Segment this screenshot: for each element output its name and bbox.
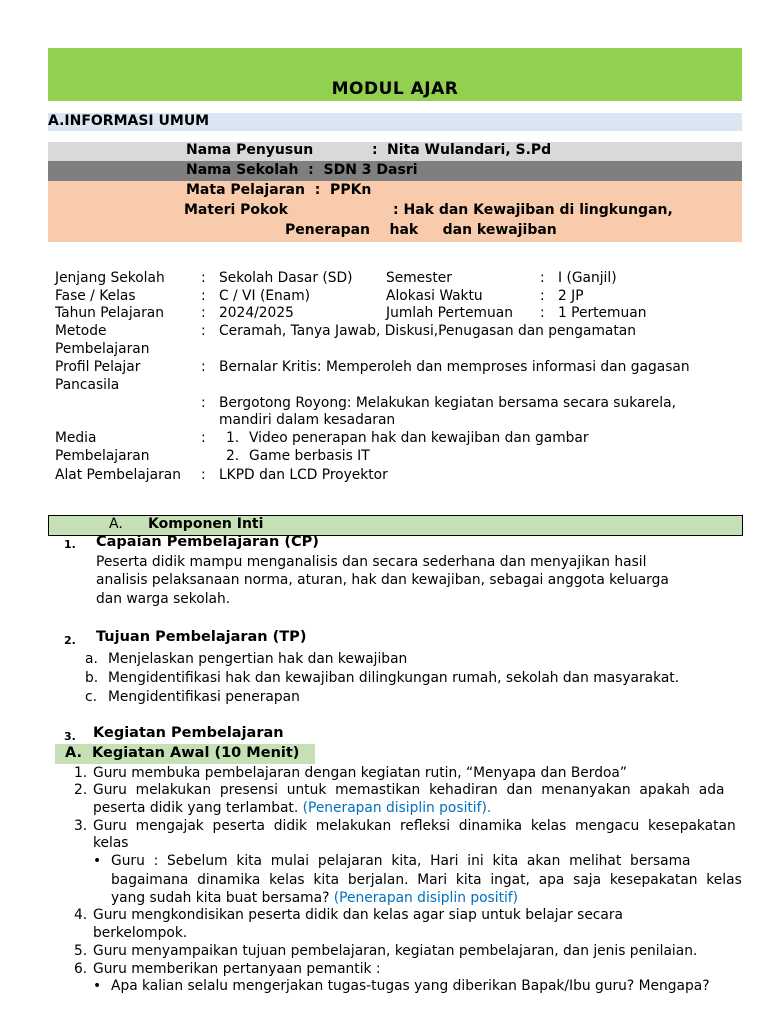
page-title: MODUL AJAR xyxy=(331,79,459,99)
profil-label-2: Pancasila xyxy=(55,377,120,393)
tp-item: Mengidentifikasi penerapan xyxy=(108,689,300,705)
materi-value: : Hak dan Kewajiban di lingkungan, xyxy=(393,202,673,218)
title-band xyxy=(48,48,742,101)
semester-value: I (Ganjil) xyxy=(558,270,617,286)
tp-item: Menjelaskan pengertian hak dan kewajiban xyxy=(108,651,408,667)
fase-value: C / VI (Enam) xyxy=(219,288,311,304)
jumlah-label: Jumlah Pertemuan xyxy=(386,305,513,321)
colon: : xyxy=(201,395,206,411)
media-item: Video penerapan hak dan kewajiban dan gambar xyxy=(249,430,589,446)
colon: : xyxy=(201,430,206,446)
media-label: Media xyxy=(55,430,97,446)
colon: : xyxy=(540,305,545,321)
profil-value-1: Bernalar Kritis: Memperoleh dan memproses informasi dan gagasan xyxy=(219,359,690,375)
komponen-inti-bar xyxy=(48,515,743,536)
kegiatan-awal-letter: A. xyxy=(65,745,82,761)
media-item-num: 1. xyxy=(226,430,240,446)
tp-item-mark: a. xyxy=(85,651,98,667)
profil-value-2a: Bergotong Royong: Melakukan kegiatan bersama secara sukarela, xyxy=(219,395,676,411)
cp-heading: Capaian Pembelajaran (CP) xyxy=(96,534,319,550)
step-number: 6. xyxy=(74,961,88,977)
kegiatan-number: 3. xyxy=(64,730,76,743)
colon: : xyxy=(201,288,206,304)
kegiatan-heading: Kegiatan Pembelajaran xyxy=(93,725,284,741)
metode-value: Ceramah, Tanya Jawab, Diskusi,Penugasan dan pengamatan xyxy=(219,323,636,339)
row-nama-sekolah xyxy=(48,161,742,181)
step-text: Guru melakukan presensi untuk memastikan kehadiran dan menanyakan apakah ada xyxy=(93,782,725,798)
jenjang-value: Sekolah Dasar (SD) xyxy=(219,270,353,286)
colon: : xyxy=(201,305,206,321)
materi-line2: Penerapan hak dan kewajiban xyxy=(285,222,557,238)
step-number: 4. xyxy=(74,907,88,923)
disiplin-note: (Penerapan disiplin positif). xyxy=(302,800,492,816)
colon: : xyxy=(201,467,206,483)
tahun-value: 2024/2025 xyxy=(219,305,294,321)
row-nama-penyusun xyxy=(48,142,742,161)
tahun-label: Tahun Pelajaran xyxy=(55,305,164,321)
colon: : xyxy=(201,270,206,286)
cp-text: dan warga sekolah. xyxy=(96,591,231,607)
cp-text: Peserta didik mampu menganalisis dan secara sederhana dan menyajikan hasil xyxy=(96,554,647,570)
fase-label: Fase / Kelas xyxy=(55,288,136,304)
step-text: Guru menyampaikan tujuan pembelajaran, kegiatan pembelajaran, dan jenis penilaian. xyxy=(93,943,698,959)
komponen-title: Komponen Inti xyxy=(148,516,264,532)
tp-number: 2. xyxy=(64,634,76,647)
metode-label: Metode xyxy=(55,323,107,339)
step-number: 3. xyxy=(74,818,88,834)
profil-value-2b: mandiri dalam kesadaran xyxy=(219,412,396,428)
bullet-icon: • xyxy=(93,978,102,994)
tp-item-mark: c. xyxy=(85,689,97,705)
step-text: Guru mengkondisikan peserta didik dan kelas agar siap untuk belajar secara xyxy=(93,907,623,923)
bullet-text xyxy=(111,890,518,906)
row-mapel-materi xyxy=(48,181,742,242)
tp-item: Mengidentifikasi hak dan kewajiban dilingkungan rumah, sekolah dan masyarakat. xyxy=(108,670,680,686)
step-text: kelas xyxy=(93,835,129,851)
semester-label: Semester xyxy=(386,270,452,286)
step-text: Guru memberikan pertanyaan pemantik : xyxy=(93,961,381,977)
kegiatan-awal-heading: Kegiatan Awal (10 Menit) xyxy=(92,745,300,761)
nama-sekolah-line: Nama Sekolah : SDN 3 Dasri xyxy=(186,162,418,178)
step-number: 1. xyxy=(74,765,88,781)
jumlah-value: 1 Pertemuan xyxy=(558,305,647,321)
step-text-part: peserta didik yang terlambat. xyxy=(93,800,299,816)
media-item-num: 2. xyxy=(226,448,240,464)
komponen-letter: A. xyxy=(109,516,123,532)
step-text: Guru membuka pembelajaran dengan kegiatan rutin, “Menyapa dan Berdoa” xyxy=(93,765,628,781)
step-text: Guru mengajak peserta didik melakukan refleksi dinamika kelas mengacu kesepakatan xyxy=(93,818,736,834)
media-item: Game berbasis IT xyxy=(249,448,370,464)
step-text xyxy=(93,800,491,816)
bullet-text-part: yang sudah kita buat bersama? xyxy=(111,890,330,906)
step-number: 5. xyxy=(74,943,88,959)
metode-label-2: Pembelajaran xyxy=(55,341,150,357)
profil-label: Profil Pelajar xyxy=(55,359,141,375)
cp-number: 1. xyxy=(64,538,76,551)
media-label-2: Pembelajaran xyxy=(55,448,150,464)
nama-penyusun-sep: : xyxy=(372,142,378,158)
nama-penyusun-label: Nama Penyusun xyxy=(186,142,314,158)
alat-value: LKPD dan LCD Proyektor xyxy=(219,467,388,483)
jenjang-label: Jenjang Sekolah xyxy=(55,270,165,286)
materi-label: Materi Pokok xyxy=(184,202,288,218)
bullet-text: Guru : Sebelum kita mulai pelajaran kita, Hari ini kita akan melihat bersama xyxy=(111,853,691,869)
colon: : xyxy=(540,288,545,304)
cp-text: analisis pelaksanaan norma, aturan, hak dan kewajiban, sebagai anggota keluarga xyxy=(96,572,669,588)
alokasi-label: Alokasi Waktu xyxy=(386,288,483,304)
bullet-text: Apa kalian selalu mengerjakan tugas-tugas yang diberikan Bapak/Ibu guru? Mengapa? xyxy=(111,978,710,994)
colon: : xyxy=(201,323,206,339)
mapel-line: Mata Pelajaran : PPKn xyxy=(186,182,372,198)
section-heading: A.INFORMASI UMUM xyxy=(48,113,210,129)
alokasi-value: 2 JP xyxy=(558,288,584,304)
section-informasi-umum xyxy=(48,113,742,131)
colon: : xyxy=(201,359,206,375)
bullet-text: bagaimana dinamika kelas kita berjalan. Mari kita ingat, apa saja kesepakatan kelas xyxy=(111,872,742,888)
nama-penyusun-value: Nita Wulandari, S.Pd xyxy=(387,142,552,158)
disiplin-note: (Penerapan disiplin positif) xyxy=(333,890,519,906)
tp-item-mark: b. xyxy=(85,670,99,686)
tp-heading: Tujuan Pembelajaran (TP) xyxy=(96,629,307,645)
step-text: berkelompok. xyxy=(93,925,188,941)
step-number: 2. xyxy=(74,782,88,798)
alat-label: Alat Pembelajaran xyxy=(55,467,181,483)
bullet-icon: • xyxy=(93,853,102,869)
colon: : xyxy=(540,270,545,286)
